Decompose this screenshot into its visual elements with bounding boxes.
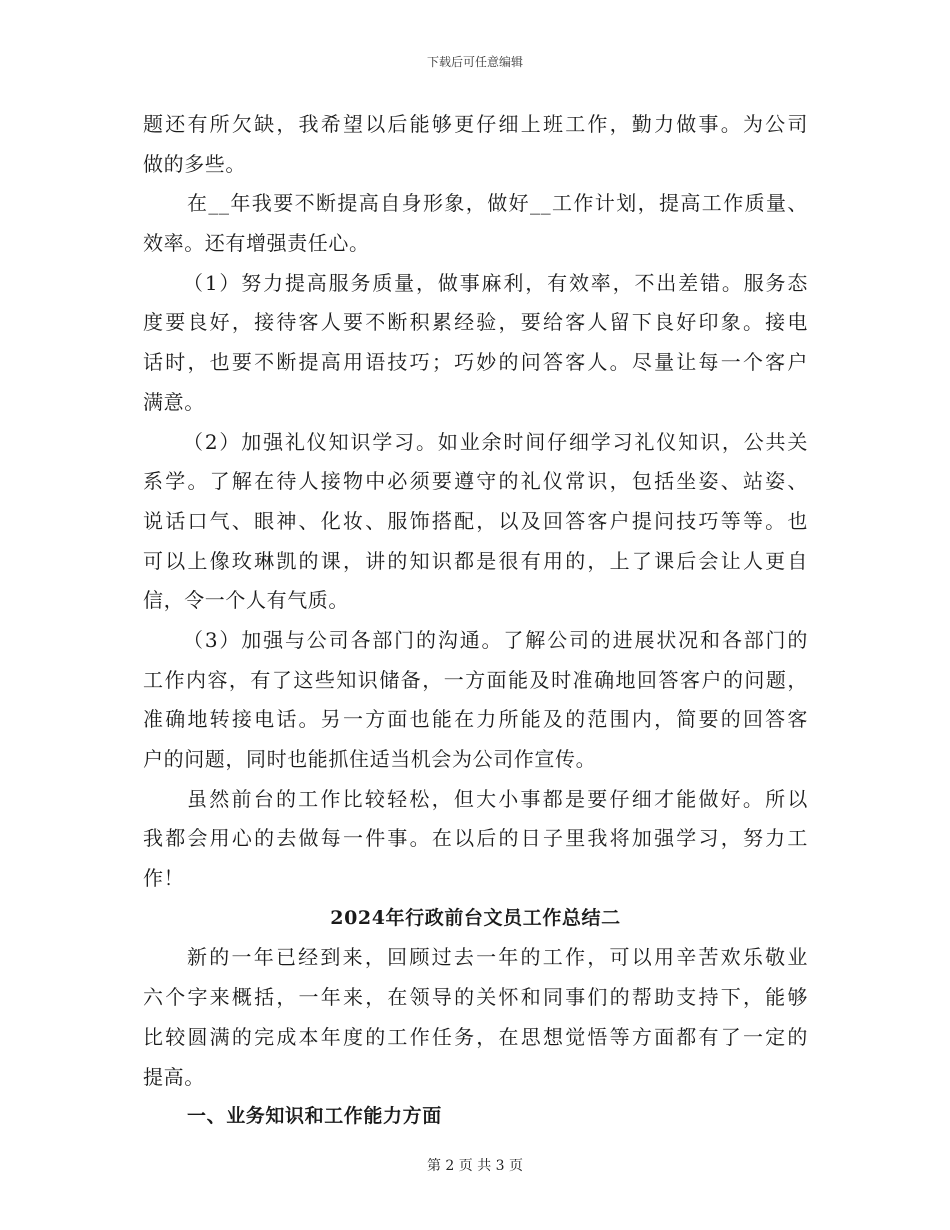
page-footer: 第 2 页 共 3 页 <box>426 1158 524 1174</box>
text-line: 作！ <box>143 866 185 891</box>
subsection-heading: 一、业务知识和工作能力方面 <box>187 1105 442 1128</box>
text-line: 工作内容，有了这些知识储备，一方面能及时准确地回答客户的问题， <box>143 667 808 692</box>
text-line: 满意。 <box>143 389 205 414</box>
text-line: 准确地转接电话。另一方面也能在力所能及的范围内，简要的回答客 <box>143 707 808 732</box>
text-line: （1）努力提高服务质量，做事麻利，有效率，不出差错。服务态 <box>183 270 808 295</box>
section-title: 2024年行政前台文员工作总结二 <box>330 906 621 929</box>
text-line: 做的多些。 <box>143 151 246 176</box>
text-line: 虽然前台的工作比较轻松，但大小事都是要仔细才能做好。所以 <box>187 786 808 811</box>
text-line: 说话口气、眼神、化妆、服饰搭配，以及回答客户提问技巧等等。也 <box>143 508 808 533</box>
text-line: 在__年我要不断提高自身形象，做好__工作计划，提高工作质量、 <box>187 191 808 216</box>
text-line: 新的一年已经到来，回顾过去一年的工作，可以用辛苦欢乐敬业 <box>187 945 808 970</box>
page-header: 下载后可任意编辑 <box>426 55 523 69</box>
text-line: 信，令一个人有气质。 <box>143 588 349 613</box>
text-line: 户的问题，同时也能抓住适当机会为公司作宣传。 <box>143 747 597 771</box>
text-line: 效率。还有增强责任心。 <box>143 231 370 256</box>
text-line: 度要良好，接待客人要不断积累经验，要给客人留下良好印象。接电 <box>143 310 808 335</box>
text-line: （2）加强礼仪知识学习。如业余时间仔细学习礼仪知识，公共关 <box>183 429 808 454</box>
text-line: 话时，也要不断提高用语技巧；巧妙的问答客人。尽量让每一个客户 <box>143 350 808 375</box>
text-line: 我都会用心的去做每一件事。在以后的日子里我将加强学习，努力工 <box>143 826 808 851</box>
text-line: 比较圆满的完成本年度的工作任务，在思想觉悟等方面都有了一定的 <box>143 1024 808 1049</box>
document-body <box>143 105 808 1137</box>
text-line: 六个字来概括，一年来，在领导的关怀和同事们的帮助支持下，能够 <box>143 985 808 1010</box>
text-line: （3）加强与公司各部门的沟通。了解公司的进展状况和各部门的 <box>183 627 808 652</box>
text-line: 系学。了解在待人接物中必须要遵守的礼仪常识，包括坐姿、站姿、 <box>143 469 808 494</box>
text-line: 提高。 <box>143 1064 205 1089</box>
text-line: 题还有所欠缺，我希望以后能够更仔细上班工作，勤力做事。为公司 <box>143 112 808 136</box>
text-line: 可以上像玫琳凯的课，讲的知识都是很有用的，上了课后会让人更自 <box>143 548 808 573</box>
